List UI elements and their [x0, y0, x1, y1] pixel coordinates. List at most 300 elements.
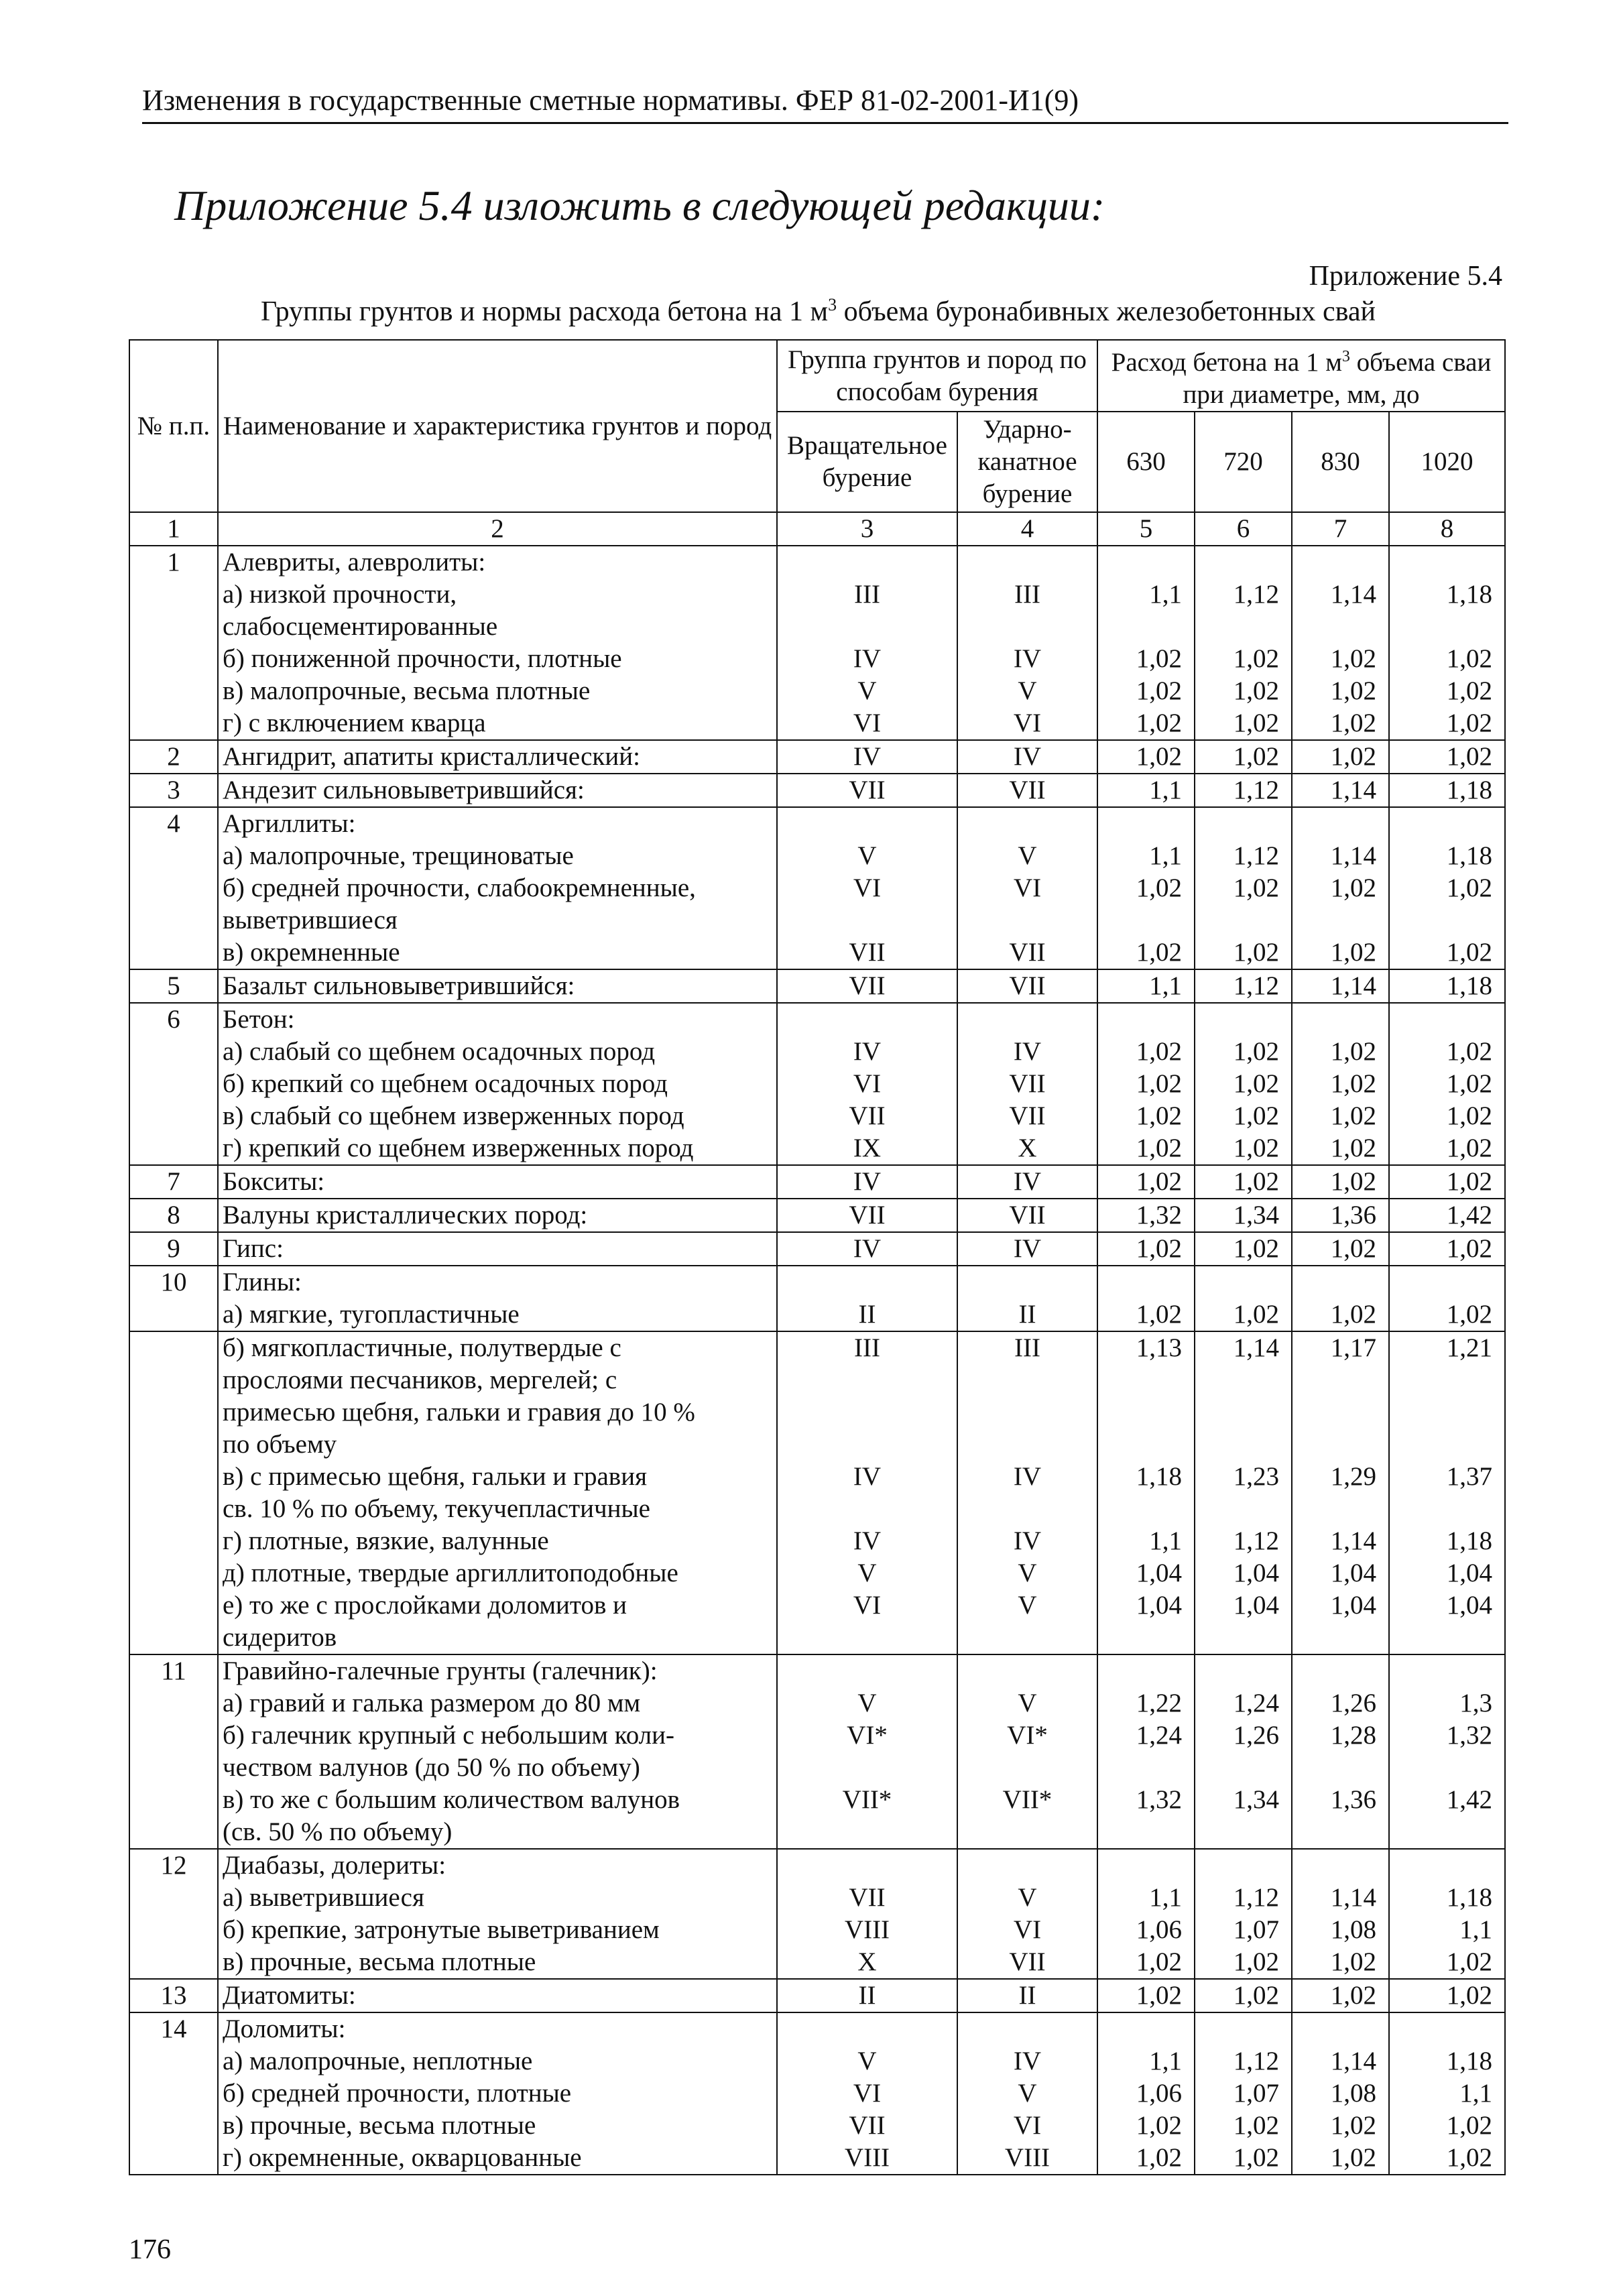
consumption-d830-value: 1,17: [1330, 1333, 1376, 1362]
consumption-d630-value: 1,02: [1136, 2143, 1182, 2172]
soil-description: [218, 1979, 777, 2012]
spacer: [782, 904, 953, 936]
consumption-superscript: 3: [1341, 348, 1350, 365]
consumption-d1020-value: 1,04: [1446, 1559, 1493, 1587]
percussion-group-value: V: [1018, 1689, 1037, 1717]
consumption-d1020: [1389, 1979, 1505, 2012]
spacer: [1199, 904, 1279, 936]
consumption-d720-value: 1,24: [1233, 1689, 1279, 1717]
spacer: [1394, 904, 1492, 936]
consumption-d720: [1195, 1654, 1292, 1849]
soil-group-heading: Доломиты:: [223, 2014, 346, 2043]
spacer: [782, 808, 953, 840]
spacer: [1102, 1396, 1182, 1429]
rotary-group-value: VII: [849, 1101, 886, 1130]
spacer: [1297, 1396, 1376, 1429]
percussion-group-value: VII: [1009, 938, 1046, 967]
rotary-group-value: VI: [853, 709, 882, 737]
consumption-d830: [1292, 807, 1389, 969]
consumption-d720: [1195, 1165, 1292, 1199]
rotary-group: [777, 807, 957, 969]
consumption-d1020: [1389, 546, 1505, 740]
consumption-d1020: [1389, 1165, 1505, 1199]
table-row: [129, 1199, 1505, 1232]
column-number: 8: [1389, 512, 1505, 546]
table-row: [129, 2012, 1505, 2175]
consumption-d720-value: 1,12: [1233, 580, 1279, 609]
soil-description-line: Базальт сильновыветрившийся:: [223, 971, 575, 1000]
consumption-d1020-value: 1,02: [1446, 1101, 1493, 1130]
spacer: [962, 1396, 1093, 1429]
spacer: [1394, 1266, 1492, 1298]
rotary-group-value: IV: [853, 742, 882, 771]
consumption-d630: [1097, 807, 1195, 969]
spacer: [962, 1752, 1093, 1784]
percussion-group: [957, 1232, 1097, 1266]
table-row: [129, 1165, 1505, 1199]
consumption-d1020-value: 1,18: [1446, 2047, 1493, 2075]
consumption-d720: [1195, 1003, 1292, 1165]
rotary-group: [777, 1979, 957, 2012]
consumption-d830-value: 1,14: [1330, 1526, 1376, 1555]
percussion-group-value: VII: [1009, 1101, 1046, 1130]
consumption-d1020-value: 1,3: [1459, 1689, 1493, 1717]
rotary-group-value: IV: [853, 1462, 882, 1491]
rotary-group-value: IX: [853, 1134, 882, 1162]
col-header-d1020: 1020: [1389, 412, 1505, 512]
consumption-d830: [1292, 1654, 1389, 1849]
consumption-d830: [1292, 1199, 1389, 1232]
spacer: [1199, 1004, 1279, 1036]
column-number: 4: [957, 512, 1097, 546]
percussion-group-value: VI*: [1007, 1721, 1048, 1750]
rotary-group: [777, 1165, 957, 1199]
soil-description-line: прослоями песчаников, мергелей; с: [223, 1366, 617, 1394]
table-row: [129, 1849, 1505, 1979]
row-number: 1: [129, 546, 218, 740]
consumption-d720-value: 1,02: [1233, 1134, 1279, 1162]
spacer: [1102, 1752, 1182, 1784]
consumption-d1020: [1389, 1331, 1505, 1654]
spacer: [1297, 1429, 1376, 1461]
consumption-d830-value: 1,02: [1330, 676, 1376, 705]
rotary-group-value: II: [858, 1300, 876, 1329]
spacer: [962, 611, 1093, 643]
intro-heading: Приложение 5.4 изложить в следующей редакции:: [174, 182, 1105, 229]
percussion-group-value: VI: [1013, 1915, 1042, 1944]
soil-description: [218, 774, 777, 807]
percussion-group: [957, 1331, 1097, 1654]
spacer: [1297, 1266, 1376, 1298]
row-number: 3: [129, 774, 218, 807]
soil-description-line: б) крепкие, затронутые выветриванием: [223, 1915, 660, 1944]
consumption-d630-value: 1,1: [1149, 1883, 1182, 1912]
consumption-d830-value: 1,02: [1330, 2111, 1376, 2140]
consumption-d1020-value: 1,1: [1459, 2079, 1493, 2108]
spacer: [1394, 1364, 1492, 1396]
rotary-group-value: V: [857, 2047, 877, 2075]
running-header: Изменения в государственные сметные нормативы. ФЕР 81-02-2001-И1(9): [142, 82, 1508, 124]
soil-group-heading: Бетон:: [223, 1005, 295, 1034]
percussion-group-value: IV: [1013, 1462, 1042, 1491]
column-number-row: [129, 512, 1505, 546]
consumption-d720-value: 1,02: [1233, 1981, 1279, 2010]
soil-description-line: г) окремненные, окварцованные: [223, 2143, 582, 2172]
consumption-d830-value: 1,02: [1330, 1300, 1376, 1329]
soil-description: [218, 546, 777, 740]
rotary-group-value: VI*: [847, 1721, 888, 1750]
rotary-group-value: IV: [853, 1167, 882, 1196]
rotary-group-value: VIII: [844, 2143, 890, 2172]
consumption-d630-value: 1,02: [1136, 676, 1182, 705]
soil-description-line: в) малопрочные, весьма плотные: [223, 676, 591, 705]
consumption-d1020-value: 1,42: [1446, 1201, 1493, 1229]
column-number: 6: [1195, 512, 1292, 546]
spacer: [1102, 1816, 1182, 1848]
consumption-d1020-value: 1,18: [1446, 776, 1493, 804]
soil-description: [218, 969, 777, 1003]
percussion-group: [957, 1165, 1097, 1199]
row-number: 14: [129, 2012, 218, 2175]
percussion-group: [957, 740, 1097, 774]
soil-description: [218, 1654, 777, 1849]
spacer: [962, 1850, 1093, 1882]
consumption-d1020: [1389, 807, 1505, 969]
percussion-group-value: IV: [1013, 1526, 1042, 1555]
column-number: 5: [1097, 512, 1195, 546]
rotary-group: [777, 546, 957, 740]
rotary-group-value: VII: [849, 971, 886, 1000]
consumption-d1020-value: 1,32: [1446, 1721, 1493, 1750]
spacer: [1199, 808, 1279, 840]
percussion-group-value: IV: [1013, 2047, 1042, 2075]
percussion-group-value: VI: [1013, 873, 1042, 902]
row-number: 2: [129, 740, 218, 774]
spacer: [962, 904, 1093, 936]
table-caption: [134, 295, 1502, 328]
consumption-d1020-value: 1,18: [1446, 841, 1493, 870]
consumption-d720-value: 1,02: [1233, 1234, 1279, 1263]
consumption-d1020: [1389, 1266, 1505, 1331]
consumption-d830: [1292, 740, 1389, 774]
spacer: [962, 1364, 1093, 1396]
spacer: [1199, 1622, 1279, 1654]
percussion-group-value: II: [1018, 1300, 1036, 1329]
consumption-d1020-value: 1,02: [1446, 2143, 1493, 2172]
consumption-d1020-value: 1,02: [1446, 1981, 1493, 2010]
spacer: [1102, 611, 1182, 643]
consumption-d630-value: 1,02: [1136, 1981, 1182, 2010]
spacer: [1394, 1004, 1492, 1036]
consumption-d830-value: 1,02: [1330, 1234, 1376, 1263]
consumption-d720-value: 1,02: [1233, 1069, 1279, 1098]
soil-group-heading: Гравийно-галечные грунты (галечник):: [223, 1656, 658, 1685]
soil-description-line: а) малопрочные, трещиноватые: [223, 841, 574, 870]
soil-description-line: а) гравий и галька размером до 80 мм: [223, 1689, 641, 1717]
consumption-d630-value: 1,02: [1136, 1101, 1182, 1130]
consumption-d720: [1195, 1232, 1292, 1266]
consumption-d830-value: 1,02: [1330, 1069, 1376, 1098]
consumption-d1020: [1389, 740, 1505, 774]
consumption-d830-value: 1,02: [1330, 1037, 1376, 1066]
consumption-d720-value: 1,02: [1233, 2111, 1279, 2140]
spacer: [1297, 546, 1376, 579]
rotary-group: [777, 774, 957, 807]
consumption-d830-value: 1,28: [1330, 1721, 1376, 1750]
consumption-d720: [1195, 1849, 1292, 1979]
rotary-group-value: V: [857, 1689, 877, 1717]
table-row: [129, 969, 1505, 1003]
consumption-d720-value: 1,02: [1233, 1947, 1279, 1976]
consumption-d630-value: 1,24: [1136, 1721, 1182, 1750]
percussion-group-value: IV: [1013, 1037, 1042, 1066]
spacer: [1394, 1396, 1492, 1429]
consumption-d830: [1292, 1849, 1389, 1979]
consumption-d720-value: 1,02: [1233, 676, 1279, 705]
table-header-row-1: [129, 340, 1505, 412]
rotary-group-value: VII: [849, 776, 886, 804]
consumption-d630: [1097, 774, 1195, 807]
consumption-d720: [1195, 546, 1292, 740]
soil-group-heading: Аргиллиты:: [223, 809, 356, 838]
consumption-d830-value: 1,02: [1330, 873, 1376, 902]
consumption-d630-value: 1,1: [1149, 2047, 1182, 2075]
consumption-d630-value: 1,02: [1136, 644, 1182, 673]
soil-description-line: е) то же с прослойками доломитов и: [223, 1591, 627, 1620]
spacer: [1394, 1752, 1492, 1784]
consumption-d720: [1195, 774, 1292, 807]
spacer: [1297, 808, 1376, 840]
consumption-d1020-value: 1,42: [1446, 1785, 1493, 1814]
consumption-d630-value: 1,04: [1136, 1591, 1182, 1620]
consumption-d830-value: 1,26: [1330, 1689, 1376, 1717]
consumption-d720-value: 1,02: [1233, 1300, 1279, 1329]
soil-description-line: (св. 50 % по объему): [223, 1817, 453, 1846]
consumption-d720-value: 1,07: [1233, 2079, 1279, 2108]
spacer: [1394, 808, 1492, 840]
percussion-group-value: VIII: [1004, 2143, 1050, 2172]
consumption-d1020-value: 1,02: [1446, 1037, 1493, 1066]
table-row: [129, 1979, 1505, 2012]
consumption-d630-value: 1,06: [1136, 1915, 1182, 1944]
soil-description-line: Диатомиты:: [223, 1981, 356, 2010]
consumption-d630-value: 1,18: [1136, 1462, 1182, 1491]
consumption-d830-value: 1,36: [1330, 1785, 1376, 1814]
spacer: [782, 611, 953, 643]
consumption-d720-value: 1,12: [1233, 776, 1279, 804]
consumption-d630-value: 1,1: [1149, 841, 1182, 870]
spacer: [962, 1655, 1093, 1687]
spacer: [1297, 611, 1376, 643]
consumption-d720-value: 1,34: [1233, 1785, 1279, 1814]
consumption-d630-value: 1,32: [1136, 1785, 1182, 1814]
soil-description-line: в) то же с большим количеством валунов: [223, 1785, 680, 1814]
soil-description: [218, 1232, 777, 1266]
rotary-group-value: V: [857, 676, 877, 705]
consumption-d630: [1097, 1199, 1195, 1232]
soil-description-line: по объему: [223, 1430, 337, 1459]
spacer: [1297, 1752, 1376, 1784]
percussion-group-value: VII: [1009, 1069, 1046, 1098]
spacer: [1199, 1655, 1279, 1687]
rotary-group: [777, 1849, 957, 1979]
rotary-group: [777, 1003, 957, 1165]
consumption-d1020-value: 1,02: [1446, 676, 1493, 705]
consumption-d1020-value: 1,1: [1459, 1915, 1493, 1944]
consumption-d720-value: 1,12: [1233, 1883, 1279, 1912]
row-number: [129, 1331, 218, 1654]
percussion-group-value: VII*: [1002, 1785, 1053, 1814]
soil-description: [218, 2012, 777, 2175]
soil-description-line: Бокситы:: [223, 1167, 325, 1196]
soil-description-line: выветрившиеся: [223, 906, 398, 934]
spacer: [1394, 1850, 1492, 1882]
soil-description-line: г) крепкий со щебнем изверженных пород: [223, 1134, 694, 1162]
consumption-d630-value: 1,1: [1149, 971, 1182, 1000]
consumption-d630-value: 1,02: [1136, 1947, 1182, 1976]
soil-description-line: а) мягкие, тугопластичные: [223, 1300, 520, 1329]
spacer: [1199, 1493, 1279, 1525]
table-row: [129, 774, 1505, 807]
rotary-group-value: IV: [853, 1526, 882, 1555]
rotary-group: [777, 1654, 957, 1849]
consumption-d1020-value: 1,02: [1446, 1134, 1493, 1162]
soil-description-line: слабосцементированные: [223, 612, 498, 641]
spacer: [1102, 1364, 1182, 1396]
consumption-d720: [1195, 969, 1292, 1003]
table-row: [129, 1232, 1505, 1266]
consumption-d1020-value: 1,02: [1446, 1300, 1493, 1329]
consumption-d1020: [1389, 2012, 1505, 2175]
spacer: [1297, 1655, 1376, 1687]
consumption-d1020-value: 1,02: [1446, 1069, 1493, 1098]
rotary-group-value: IV: [853, 1234, 882, 1263]
percussion-group: [957, 1199, 1097, 1232]
spacer: [1297, 904, 1376, 936]
soil-description-line: в) слабый со щебнем изверженных пород: [223, 1101, 684, 1130]
consumption-d830: [1292, 1003, 1389, 1165]
consumption-d830: [1292, 1266, 1389, 1331]
consumption-d630: [1097, 546, 1195, 740]
soil-groups-table: [129, 339, 1506, 2175]
consumption-d630-value: 1,02: [1136, 1069, 1182, 1098]
spacer: [1199, 1752, 1279, 1784]
consumption-d630-value: 1,02: [1136, 1037, 1182, 1066]
consumption-d830-value: 1,02: [1330, 742, 1376, 771]
consumption-d720-value: 1,02: [1233, 873, 1279, 902]
consumption-d830-value: 1,29: [1330, 1462, 1376, 1491]
soil-description-line: Ангидрит, апатиты кристаллический:: [223, 742, 640, 771]
rotary-group-value: VII: [849, 938, 886, 967]
spacer: [962, 1004, 1093, 1036]
spacer: [1199, 1396, 1279, 1429]
consumption-d1020-value: 1,02: [1446, 644, 1493, 673]
spacer: [962, 1266, 1093, 1298]
consumption-d830-value: 1,02: [1330, 1101, 1376, 1130]
column-number: 1: [129, 512, 218, 546]
consumption-d630: [1097, 740, 1195, 774]
spacer: [1102, 1493, 1182, 1525]
consumption-d720: [1195, 740, 1292, 774]
consumption-d720-value: 1,07: [1233, 1915, 1279, 1944]
consumption-d720-value: 1,23: [1233, 1462, 1279, 1491]
soil-description: [218, 1266, 777, 1331]
spacer: [1102, 1622, 1182, 1654]
rotary-group-value: VII*: [842, 1785, 892, 1814]
soil-description-line: б) галечник крупный с небольшим коли-: [223, 1721, 675, 1750]
spacer: [1297, 1816, 1376, 1848]
consumption-d1020-value: 1,04: [1446, 1591, 1493, 1620]
percussion-group-value: V: [1018, 1883, 1037, 1912]
percussion-group-value: IV: [1013, 1167, 1042, 1196]
spacer: [1297, 1364, 1376, 1396]
col-header-d630: 630: [1097, 412, 1195, 512]
consumption-d720: [1195, 1331, 1292, 1654]
consumption-d1020: [1389, 1003, 1505, 1165]
consumption-d630-value: 1,02: [1136, 873, 1182, 902]
soil-description-line: б) мягкопластичные, полутвердые с: [223, 1333, 621, 1362]
spacer: [1394, 1816, 1492, 1848]
spacer: [1102, 2013, 1182, 2045]
consumption-d830: [1292, 1165, 1389, 1199]
consumption-d830-value: 1,02: [1330, 2143, 1376, 2172]
consumption-d720-value: 1,14: [1233, 1333, 1279, 1362]
spacer: [1297, 2013, 1376, 2045]
rotary-group-value: VII: [849, 1201, 886, 1229]
spacer: [782, 1752, 953, 1784]
rotary-group-value: IV: [853, 644, 882, 673]
spacer: [1102, 1850, 1182, 1882]
rotary-group-value: VI: [853, 2079, 882, 2108]
percussion-group-value: V: [1018, 1559, 1037, 1587]
consumption-d630-value: 1,32: [1136, 1201, 1182, 1229]
consumption-d830-value: 1,02: [1330, 709, 1376, 737]
percussion-group-value: VI: [1013, 2111, 1042, 2140]
consumption-d630-value: 1,1: [1149, 776, 1182, 804]
consumption-d830-value: 1,08: [1330, 1915, 1376, 1944]
spacer: [1102, 1004, 1182, 1036]
col-header-rotary: Вращательное бурение: [777, 412, 957, 512]
soil-description: [218, 740, 777, 774]
spacer: [782, 1004, 953, 1036]
soil-description-line: Валуны кристаллических пород:: [223, 1201, 588, 1229]
percussion-group: [957, 1849, 1097, 1979]
consumption-d630: [1097, 1165, 1195, 1199]
consumption-d830-value: 1,14: [1330, 1883, 1376, 1912]
spacer: [1297, 1493, 1376, 1525]
consumption-d630: [1097, 969, 1195, 1003]
consumption-d830-value: 1,14: [1330, 580, 1376, 609]
consumption-d1020-value: 1,18: [1446, 580, 1493, 609]
percussion-group: [957, 1003, 1097, 1165]
percussion-group-value: VI: [1013, 709, 1042, 737]
consumption-d720-value: 1,02: [1233, 742, 1279, 771]
consumption-d720-value: 1,12: [1233, 2047, 1279, 2075]
consumption-d720-value: 1,12: [1233, 1526, 1279, 1555]
consumption-d830-value: 1,14: [1330, 971, 1376, 1000]
column-number: 7: [1292, 512, 1389, 546]
consumption-d720: [1195, 1266, 1292, 1331]
table-row: [129, 546, 1505, 740]
soil-description-line: Гипс:: [223, 1234, 284, 1263]
table-body: [129, 512, 1505, 2175]
soil-description: [218, 1331, 777, 1654]
spacer: [782, 1622, 953, 1654]
consumption-d720-value: 1,02: [1233, 1037, 1279, 1066]
spacer: [1102, 1655, 1182, 1687]
consumption-d830-value: 1,14: [1330, 841, 1376, 870]
row-number: 8: [129, 1199, 218, 1232]
